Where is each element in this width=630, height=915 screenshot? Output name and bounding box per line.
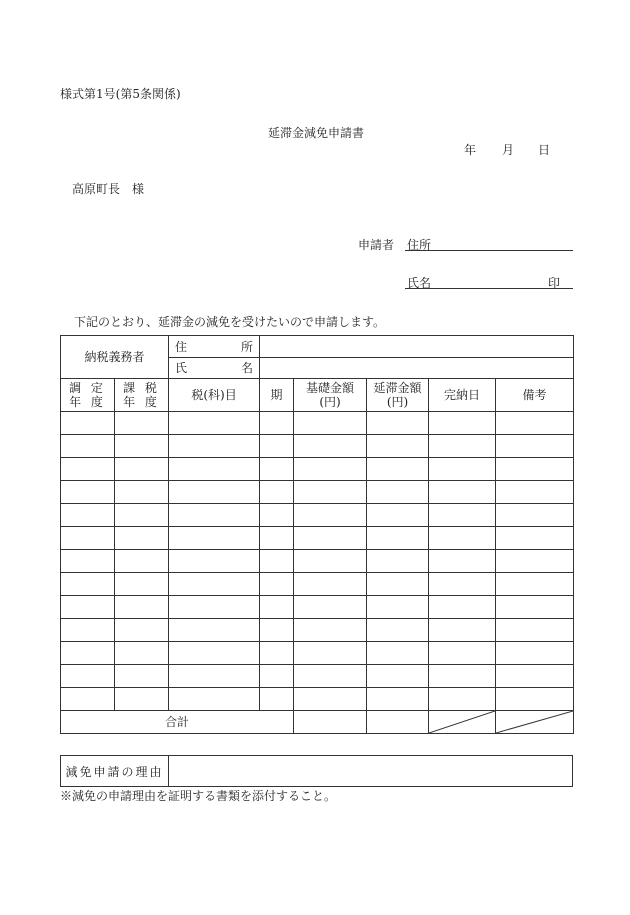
table-cell[interactable]	[115, 481, 169, 504]
table-cell[interactable]	[294, 619, 367, 642]
header-period: 期	[260, 379, 294, 412]
table-cell[interactable]	[61, 596, 115, 619]
table-cell[interactable]	[169, 550, 260, 573]
table-cell[interactable]	[367, 619, 429, 642]
table-cell[interactable]	[115, 435, 169, 458]
header-tax-year: 課 税 年 度	[115, 379, 169, 412]
table-cell[interactable]	[169, 435, 260, 458]
taxpayer-name-label: 氏 名	[169, 358, 260, 379]
table-cell[interactable]	[367, 481, 429, 504]
table-cell[interactable]	[61, 412, 115, 435]
table-cell[interactable]	[367, 412, 429, 435]
table-cell[interactable]	[169, 527, 260, 550]
table-cell[interactable]	[169, 619, 260, 642]
table-row	[61, 504, 574, 527]
table-cell[interactable]	[294, 573, 367, 596]
table-row	[61, 573, 574, 596]
table-cell[interactable]	[429, 573, 496, 596]
table-cell[interactable]	[429, 665, 496, 688]
table-cell[interactable]	[169, 642, 260, 665]
form-title: 延滞金減免申請書	[268, 126, 365, 140]
table-cell[interactable]	[367, 642, 429, 665]
table-cell[interactable]	[115, 642, 169, 665]
table-cell[interactable]	[115, 619, 169, 642]
reason-table	[60, 755, 573, 787]
table-cell[interactable]	[496, 412, 574, 435]
reason-label: 減免申請の理由	[61, 756, 169, 787]
table-cell[interactable]	[260, 619, 294, 642]
table-cell[interactable]	[61, 435, 115, 458]
taxpayer-name-field[interactable]	[260, 358, 574, 379]
table-cell[interactable]	[115, 596, 169, 619]
table-cell[interactable]	[115, 550, 169, 573]
table-cell[interactable]	[115, 458, 169, 481]
table-row	[61, 527, 574, 550]
seal-mark: 印	[548, 276, 561, 290]
table-cell[interactable]	[260, 688, 294, 711]
table-cell[interactable]	[429, 458, 496, 481]
table-row	[61, 665, 574, 688]
table-cell[interactable]	[496, 550, 574, 573]
header-remarks: 備考	[496, 379, 574, 412]
table-cell[interactable]	[169, 504, 260, 527]
table-row	[61, 481, 574, 504]
table-cell[interactable]	[367, 665, 429, 688]
table-cell[interactable]	[260, 642, 294, 665]
table-cell[interactable]	[429, 596, 496, 619]
table-cell[interactable]	[496, 458, 574, 481]
table-cell[interactable]	[260, 596, 294, 619]
table-cell[interactable]	[496, 596, 574, 619]
table-cell[interactable]	[61, 688, 115, 711]
table-cell[interactable]	[496, 619, 574, 642]
form-number: 様式第1号(第5条関係)	[60, 87, 181, 101]
table-cell[interactable]	[260, 665, 294, 688]
table-cell[interactable]	[169, 412, 260, 435]
applicant-label: 申請者	[358, 238, 395, 252]
table-cell[interactable]	[260, 573, 294, 596]
table-cell[interactable]	[115, 527, 169, 550]
table-cell[interactable]	[115, 412, 169, 435]
date-year: 年	[464, 143, 477, 157]
table-cell[interactable]	[260, 435, 294, 458]
table-row	[61, 550, 574, 573]
table-cell[interactable]	[115, 504, 169, 527]
table-row	[61, 412, 574, 435]
table-cell[interactable]	[294, 481, 367, 504]
table-cell[interactable]	[260, 504, 294, 527]
header-base-amount: 基礎金額 (円)	[294, 379, 367, 412]
table-cell[interactable]	[61, 527, 115, 550]
table-row	[61, 458, 574, 481]
table-cell[interactable]	[367, 573, 429, 596]
table-cell[interactable]	[61, 458, 115, 481]
table-cell[interactable]	[260, 550, 294, 573]
table-cell[interactable]	[260, 481, 294, 504]
table-cell[interactable]	[496, 504, 574, 527]
table-cell[interactable]	[294, 412, 367, 435]
header-paid-date: 完納日	[429, 379, 496, 412]
table-cell[interactable]	[496, 527, 574, 550]
table-row	[61, 596, 574, 619]
table-cell[interactable]	[294, 596, 367, 619]
table-cell[interactable]	[260, 412, 294, 435]
header-survey-year: 調 定 年 度	[61, 379, 115, 412]
table-cell[interactable]	[61, 665, 115, 688]
table-cell[interactable]	[294, 527, 367, 550]
table-cell[interactable]	[294, 642, 367, 665]
applicant-name-line	[405, 288, 573, 289]
table-cell[interactable]	[367, 688, 429, 711]
table-cell[interactable]	[496, 481, 574, 504]
header-tax-item: 税(科)目	[169, 379, 260, 412]
table-cell[interactable]	[169, 481, 260, 504]
table-cell[interactable]	[367, 550, 429, 573]
table-cell[interactable]	[429, 435, 496, 458]
table-cell[interactable]	[496, 435, 574, 458]
table-cell[interactable]	[294, 550, 367, 573]
table-row	[61, 642, 574, 665]
total-paid-date-diagonal	[429, 711, 496, 734]
total-base-amount[interactable]	[294, 711, 367, 734]
table-cell[interactable]	[496, 688, 574, 711]
table-cell[interactable]	[61, 573, 115, 596]
table-row	[61, 435, 574, 458]
table-cell[interactable]	[169, 688, 260, 711]
date-month: 月	[502, 143, 515, 157]
total-label: 合計	[61, 711, 294, 734]
table-cell[interactable]	[367, 527, 429, 550]
table-cell[interactable]	[294, 435, 367, 458]
header-row	[61, 379, 574, 412]
table-cell[interactable]	[294, 665, 367, 688]
table-cell[interactable]	[429, 642, 496, 665]
table-cell[interactable]	[61, 642, 115, 665]
table-cell[interactable]	[429, 688, 496, 711]
table-cell[interactable]	[429, 412, 496, 435]
table-cell[interactable]	[367, 458, 429, 481]
total-remarks-diagonal	[496, 711, 574, 734]
applicant-address-line	[405, 250, 573, 251]
table-cell[interactable]	[367, 596, 429, 619]
table-cell[interactable]	[496, 642, 574, 665]
table-cell[interactable]	[429, 550, 496, 573]
applicant-name-label: 氏名	[407, 276, 432, 290]
reason-field[interactable]	[169, 756, 573, 787]
table-cell[interactable]	[367, 504, 429, 527]
table-cell[interactable]	[260, 458, 294, 481]
table-cell[interactable]	[61, 481, 115, 504]
table-cell[interactable]	[429, 527, 496, 550]
table-cell[interactable]	[115, 688, 169, 711]
taxpayer-label: 納税義務者	[61, 336, 169, 379]
table-cell[interactable]	[496, 665, 574, 688]
date-day: 日	[538, 143, 551, 157]
table-cell[interactable]	[169, 665, 260, 688]
table-row	[61, 688, 574, 711]
applicant-address-label: 住所	[407, 238, 432, 252]
attachment-note: ※減免の申請理由を証明する書類を添付すること。	[60, 789, 337, 803]
late-fee-table	[60, 335, 574, 734]
table-cell[interactable]	[169, 458, 260, 481]
table-cell[interactable]	[169, 596, 260, 619]
table-cell[interactable]	[61, 619, 115, 642]
table-cell[interactable]	[115, 573, 169, 596]
taxpayer-address-field[interactable]	[260, 336, 574, 358]
total-row	[61, 711, 574, 734]
table-cell[interactable]	[294, 504, 367, 527]
table-cell[interactable]	[429, 619, 496, 642]
table-cell[interactable]	[496, 573, 574, 596]
table-cell[interactable]	[429, 481, 496, 504]
table-cell[interactable]	[294, 458, 367, 481]
table-cell[interactable]	[260, 527, 294, 550]
table-cell[interactable]	[294, 688, 367, 711]
table-row	[61, 619, 574, 642]
intro-text: 下記のとおり、延滞金の減免を受けたいので申請します。	[74, 315, 386, 329]
taxpayer-address-label: 住 所	[169, 336, 260, 358]
table-cell[interactable]	[367, 435, 429, 458]
header-late-fee: 延滞金額 (円)	[367, 379, 429, 412]
table-cell[interactable]	[169, 573, 260, 596]
table-cell[interactable]	[61, 504, 115, 527]
table-cell[interactable]	[115, 665, 169, 688]
table-cell[interactable]	[429, 504, 496, 527]
total-late-fee[interactable]	[367, 711, 429, 734]
table-cell[interactable]	[61, 550, 115, 573]
addressee: 高原町長 様	[72, 182, 145, 196]
